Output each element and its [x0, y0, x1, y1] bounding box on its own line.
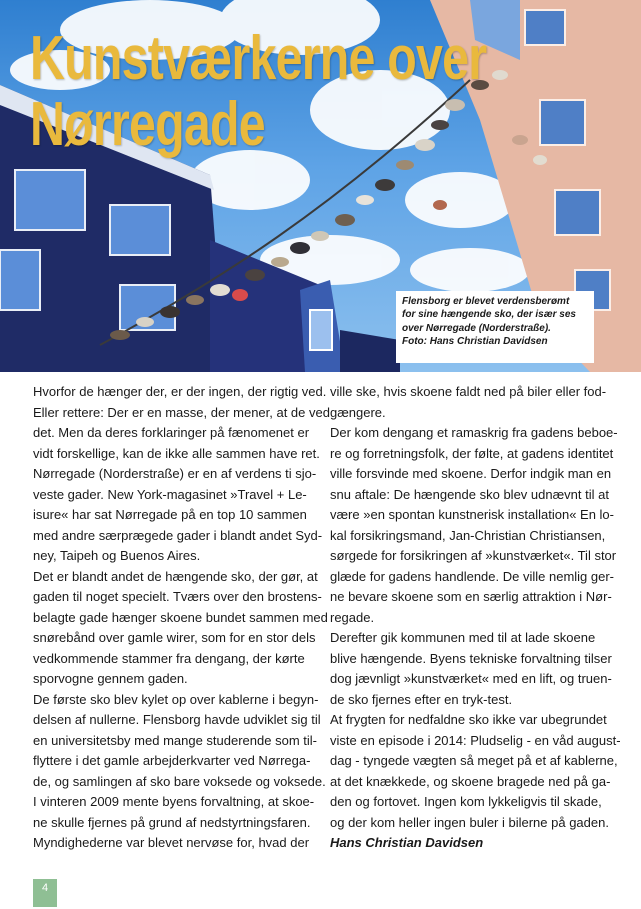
text-line: veste gader. New York-magasinet »Travel + Le- — [33, 486, 307, 502]
text-line: gaden til noget specielt. Tværs over den brostens- — [33, 589, 322, 604]
title-line-1: Kunstværkerne over — [30, 24, 487, 93]
article-title — [30, 26, 486, 158]
text-line: glæde for gadens handlende. De ville nemlig ger- — [330, 568, 615, 584]
text-line: De første sko blev kylet op over kablerne i begyn- — [33, 691, 319, 707]
text-line: Hvorfor de hænger der, er der ingen, der rigtig ved. — [33, 384, 327, 399]
text-line: regade. — [330, 609, 375, 625]
article-column-right — [330, 382, 621, 854]
text-line: ne bevare skoene som en særlig attraktion i Nør- — [330, 589, 612, 604]
article-author: Hans Christian Davidsen — [330, 835, 484, 850]
text-line: at det knækkede, og skoene bragede ned på ga- — [330, 773, 611, 789]
caption-credit: Foto: Hans Christian Davidsen — [402, 336, 548, 348]
text-line: den og fortovet. Ingen kom lykkeligvis til skade, — [330, 794, 602, 809]
text-line: en universitetsby med mange studerende som til- — [33, 732, 317, 748]
text-line: de, og samlingen af sko bare voksede og voksede. — [33, 773, 326, 789]
caption-line: for sine hængende sko, der især ses — [402, 309, 576, 321]
text-line: I vinteren 2009 mente byens forvaltning, at skoe- — [33, 794, 315, 809]
text-line: snu aftale: De hængende sko blev udnævnt til at — [330, 486, 609, 502]
text-line: Nørregade (Norderstraße) er en af verdens ti sjo- — [33, 466, 317, 481]
text-line: sporvogne gennem gaden. — [33, 671, 188, 686]
text-line: vedkommende stammer fra dengang, der kørte — [33, 650, 305, 666]
text-line: vidt forskellige, kan de ikke alle sammen have ret. — [33, 445, 320, 461]
text-line: Myndighederne var blevet nervøse for, hvad der — [33, 835, 310, 850]
text-line: At frygten for nedfaldne sko ikke var ubegrundet — [330, 712, 607, 727]
text-line: det. Men da deres forklaringer på fænomenet er — [33, 425, 310, 440]
text-line: de sko fjernes efter en tryk-test. — [330, 691, 513, 707]
text-line: ne skulle fjernes på grund af nedstyrtningsfaren. — [33, 814, 311, 830]
text-line: dog jævnligt »kunstværket« med en lift, og truen- — [330, 671, 612, 686]
photo-caption — [396, 291, 594, 363]
text-line: Eller rettere: Der er en masse, der mener, at de ved — [33, 404, 330, 420]
article-column-left — [33, 382, 330, 854]
text-line: snørebånd over gamle wirer, som for en stor dels — [33, 630, 316, 645]
text-line: delsen af nullerne. Flensborg havde udviklet sig til — [33, 712, 321, 727]
title-line-2: Nørregade — [30, 90, 265, 159]
text-line: dag - tyngede vægten så meget på et af kablerne, — [330, 753, 618, 768]
text-line: sørgede for forsikringen af »kunstværket«. Til stor — [330, 548, 617, 563]
text-line: isure« har sat Nørregade på en top 10 sammen — [33, 507, 307, 522]
text-line: med andre særprægede gader i blandt andet Syd- — [33, 527, 323, 543]
text-line: kal forsikringsmand, Jan-Christian Christiansen, — [330, 527, 606, 543]
caption-line: Flensborg er blevet verdensberømt — [402, 296, 570, 307]
hero-photo — [0, 0, 641, 372]
text-line: Derefter gik kommunen med til at lade skoene — [330, 630, 596, 645]
text-line: ney, Taipeh og Buenos Aires. — [33, 548, 201, 563]
text-line: blive hængende. Byens tekniske forvaltning tilser — [330, 650, 612, 666]
text-line: og der kom heller ingen buler i bilerne på gaden. — [330, 814, 609, 830]
text-line: flyttere i det gamle arbejderkvarter ved Nørrega- — [33, 753, 311, 768]
text-line: re og forretningsfolk, der følte, at gadens identitet — [330, 445, 614, 461]
page-number: 4 — [33, 879, 57, 907]
text-line: ville ske, hvis skoene faldt ned på biler eller fod- — [330, 384, 607, 399]
text-line: gængere. — [330, 404, 386, 420]
caption-line: over Nørregade (Norderstraße). — [402, 322, 551, 334]
text-line: være »en spontan kunstnerisk installation« En lo- — [330, 507, 614, 522]
text-line: Der kom dengang et ramaskrig fra gadens beboe- — [330, 425, 618, 440]
text-line: Det er blandt andet de hængende sko, der gør, at — [33, 568, 318, 584]
text-line: ville forsvinde med skoene. Derfor indgik man en — [330, 466, 612, 481]
text-line: viste en episode i 2014: Pludselig - en våd august- — [330, 732, 621, 748]
text-line: belagte gade hænger skoene bundet sammen med — [33, 609, 328, 625]
